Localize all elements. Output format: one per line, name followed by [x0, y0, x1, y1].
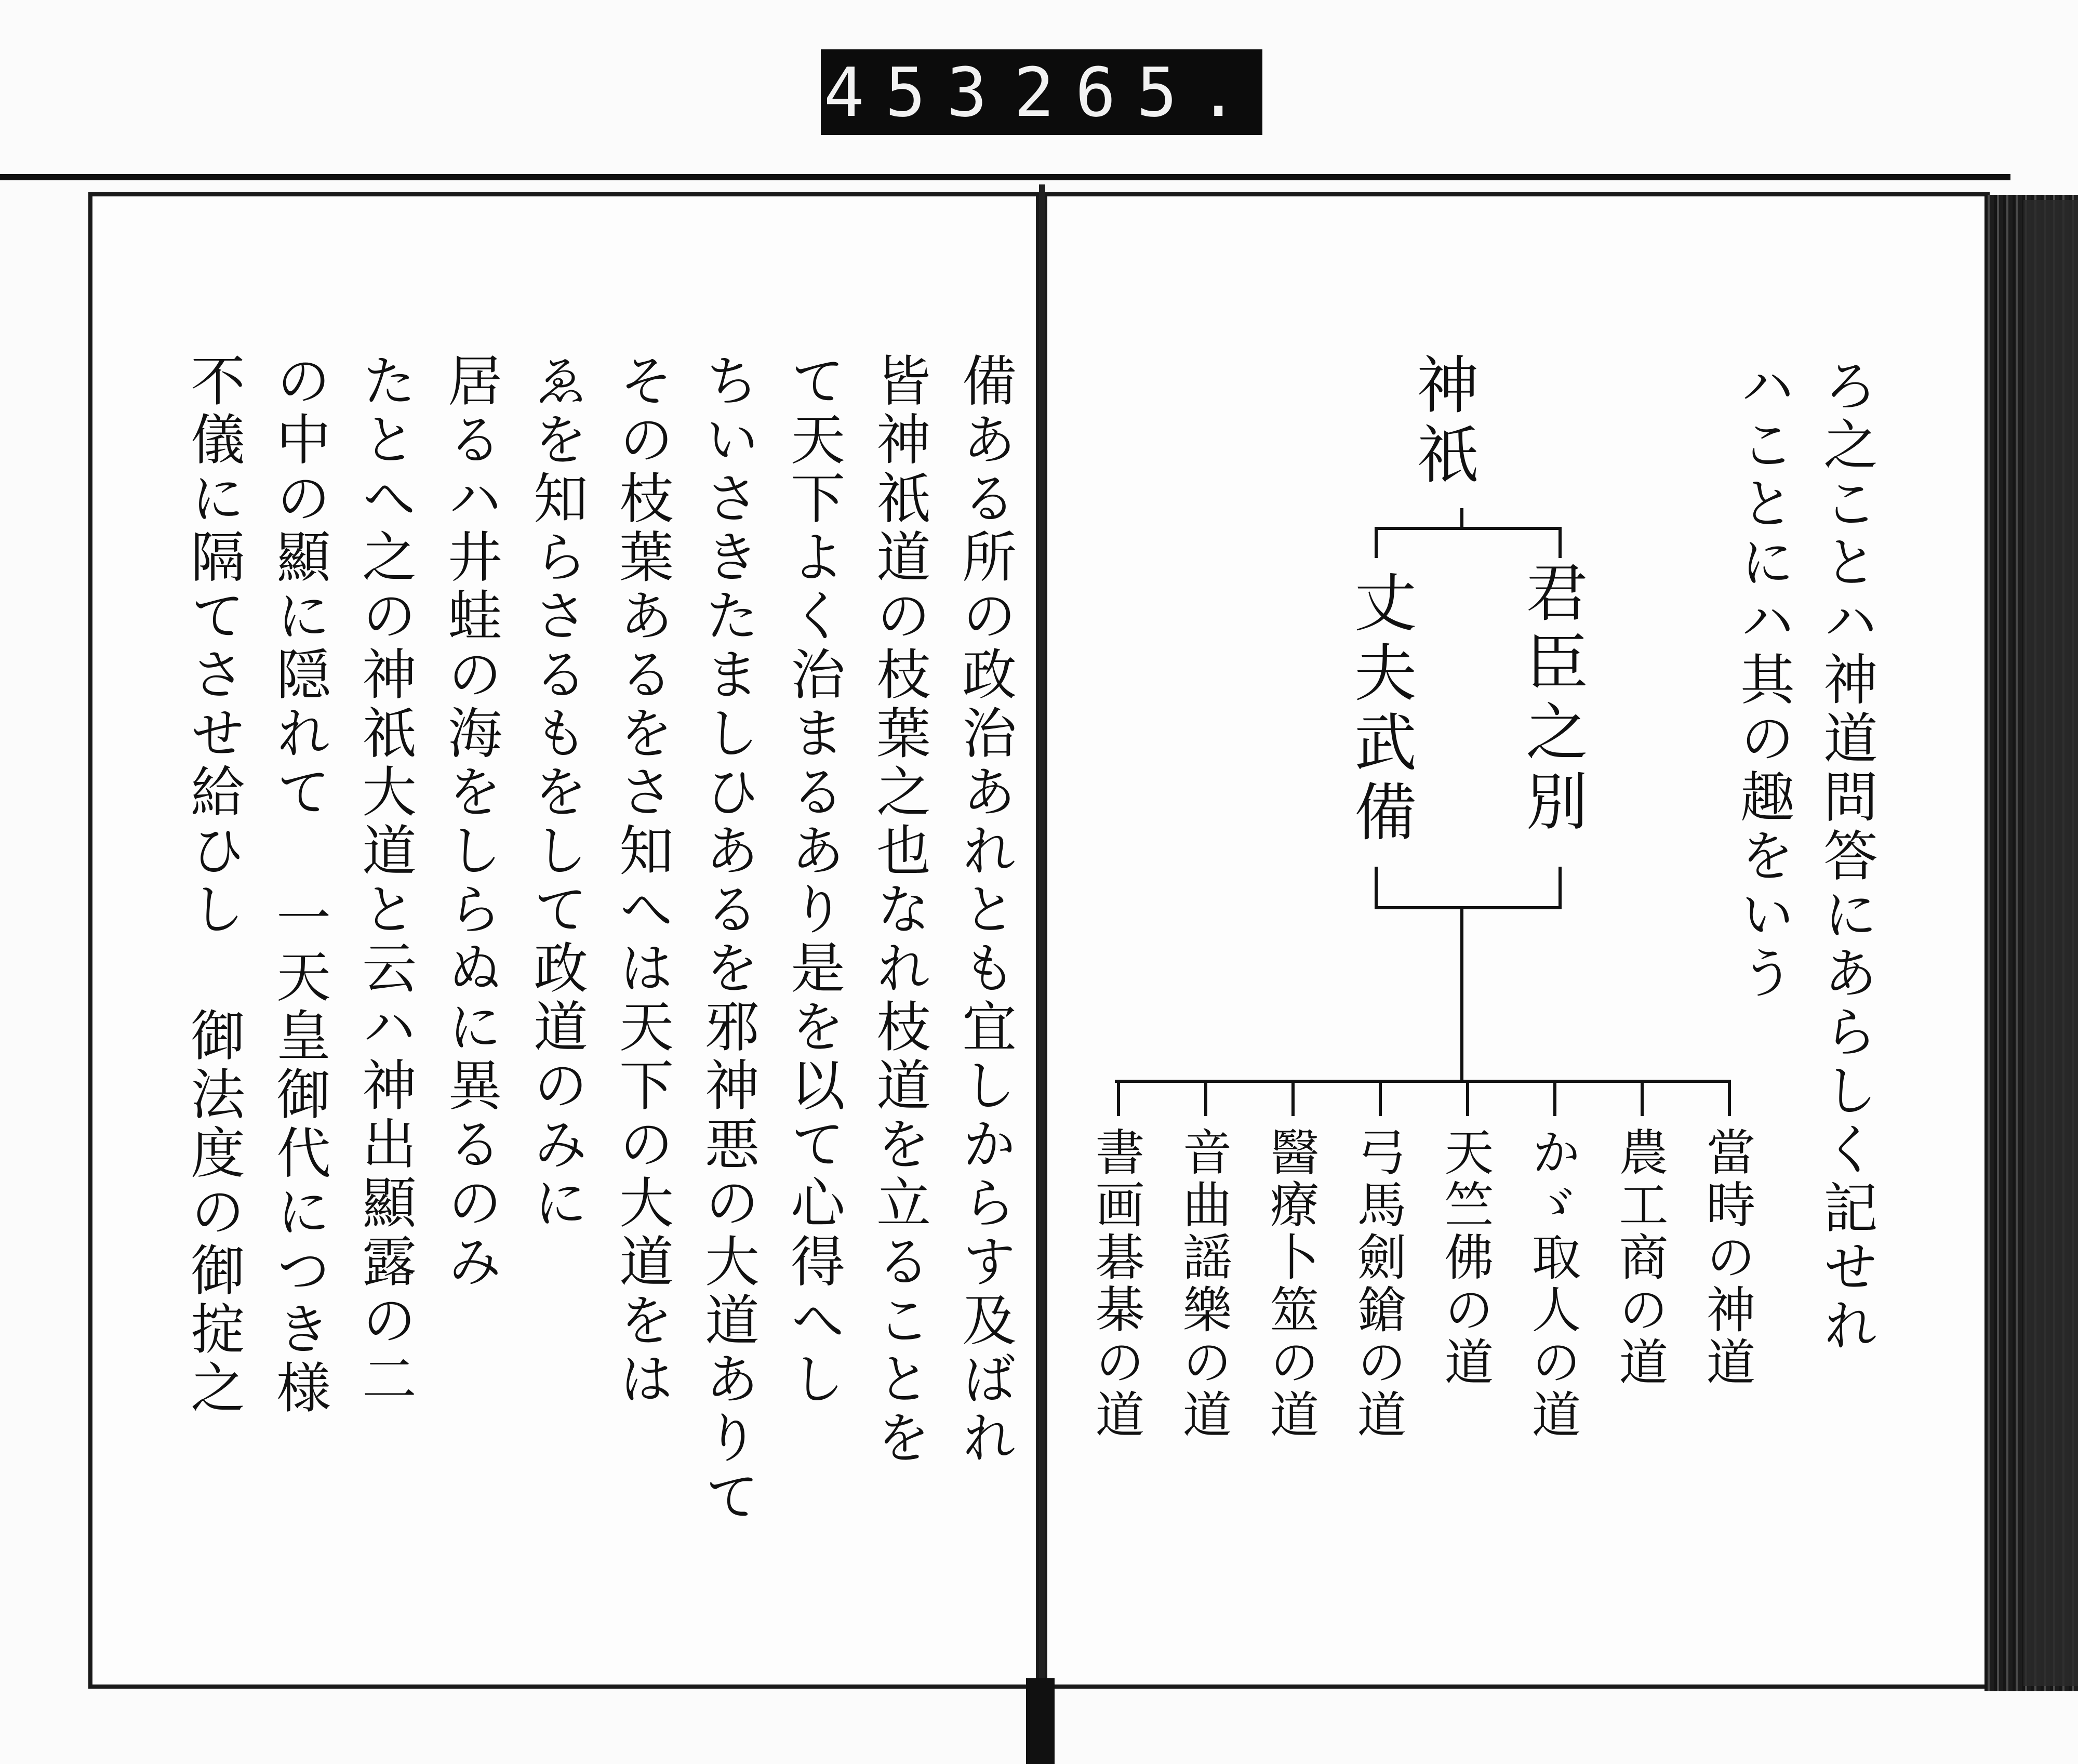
- chart-root-node: 神祇: [1406, 352, 1478, 492]
- branch-right-tick: [1558, 527, 1562, 558]
- branch-bar-bottom: [1375, 906, 1562, 909]
- intro-line-1: ろ之ことハ神道問答にあらしく記せれ: [1815, 357, 1878, 1356]
- chart-leaf-node: 當時の神道: [1698, 1126, 1755, 1389]
- left-text-column: ちいさきたましひあるを邪神悪の大道ありて: [696, 352, 760, 1527]
- left-text-column: 備ある所の政治あれとも宜しからす及ばれ: [953, 352, 1017, 1468]
- left-text-column: 居るハ井蛙の海をしらぬに異るのみ: [439, 352, 502, 1292]
- leaf-tick: [1728, 1080, 1731, 1116]
- right-page: [1044, 192, 1990, 1689]
- leaf-tick: [1117, 1080, 1120, 1116]
- chart-branch-node-right: 君臣之別: [1515, 560, 1588, 839]
- chart-leaf-node: かゞ取人の道: [1524, 1126, 1581, 1441]
- left-text-column: 皆神祇道の枝葉之也なれ枝道を立ることを: [868, 352, 931, 1468]
- chart-leaf-node: 弓馬劍鎗の道: [1349, 1126, 1406, 1441]
- left-text-column: その枝葉あるをさ知へは天下の大道をは: [610, 352, 674, 1409]
- chart-branch-node-left: 丈夫武備: [1344, 571, 1416, 849]
- left-text-column: ゑを知らさるもをして政道のみに: [525, 352, 588, 1233]
- branch-left-down: [1375, 867, 1378, 908]
- leaf-tick: [1641, 1080, 1644, 1116]
- page-stack-shadow: [2023, 200, 2078, 1686]
- leaf-tick: [1291, 1080, 1295, 1116]
- left-text-column: 不儀に隔てさせ給ひし 御法度の御掟之: [182, 352, 245, 1418]
- branch-bar-top: [1375, 527, 1562, 530]
- book-gutter: [1039, 184, 1045, 1738]
- leaf-tick: [1204, 1080, 1207, 1116]
- open-book: [0, 174, 2078, 1764]
- chart-leaf-node: 農工商の道: [1611, 1126, 1668, 1389]
- chart-leaf-node: 書画碁棊の道: [1087, 1126, 1144, 1441]
- branch-left-tick: [1375, 527, 1378, 558]
- trunk-connector: [1460, 906, 1463, 1083]
- bookmark-ribbon: [1026, 1678, 1055, 1764]
- left-text-column: たとへ之の神祇大道と云ハ神出顯露の二: [353, 352, 417, 1409]
- book-top-edge: [0, 174, 2010, 180]
- microfilm-frame-label: [821, 49, 1262, 135]
- chart-leaf-node: 音曲謡樂の道: [1175, 1126, 1232, 1441]
- frame-number-left: 453: [823, 52, 1008, 132]
- leaf-tick: [1379, 1080, 1382, 1116]
- left-page: [88, 192, 1039, 1689]
- left-text-column: の中の顯に隠れて 一天皇御代につき様: [268, 352, 331, 1418]
- chart-leaf-node: 天竺佛の道: [1436, 1126, 1494, 1389]
- branch-right-down: [1558, 867, 1562, 908]
- left-text-column: て天下よく治まるあり是を以て心得へし: [782, 352, 845, 1409]
- leaf-tick: [1553, 1080, 1556, 1116]
- leaf-tick: [1466, 1080, 1469, 1116]
- chart-leaf-node: 醫療卜筮の道: [1262, 1126, 1319, 1441]
- root-connector: [1460, 508, 1463, 529]
- frame-number-right: 265.: [1014, 52, 1260, 132]
- intro-line-2: ハことにハ其の趣をいう: [1731, 357, 1795, 1003]
